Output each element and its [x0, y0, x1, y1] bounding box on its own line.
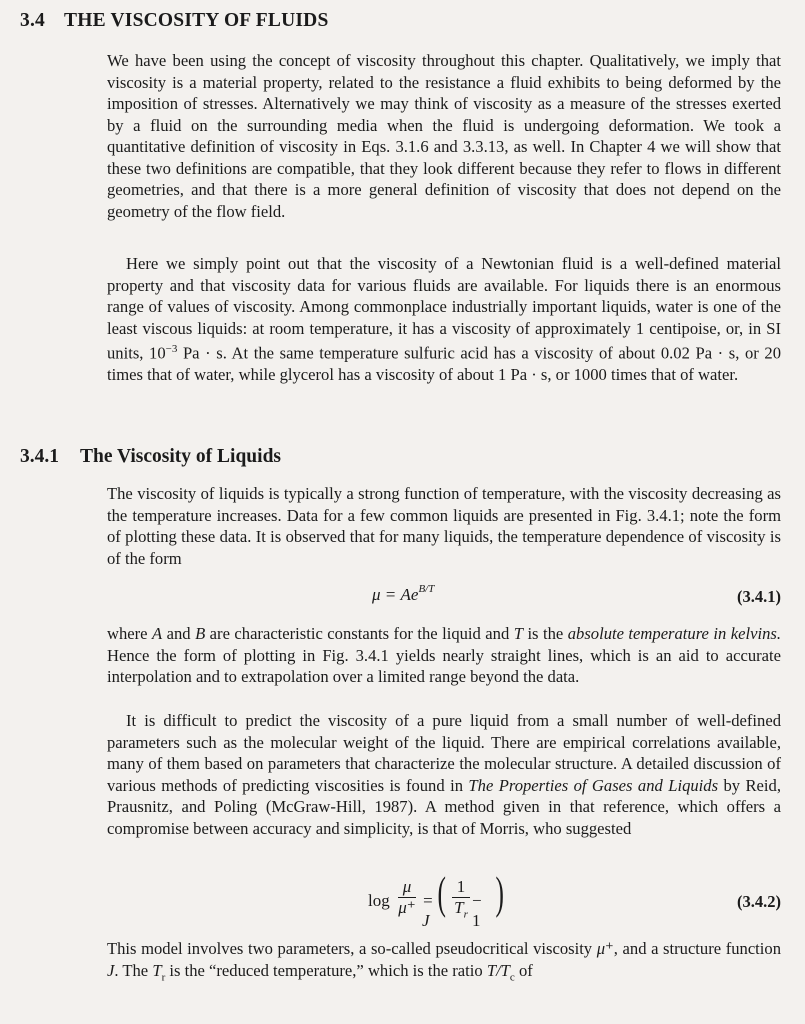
subsection-title: The Viscosity of Liquids: [80, 446, 282, 467]
paragraph-2-text-b: Pa · s. At the same temperature sulfuric acid has a viscosity of about 0.02 Pa · s, or 20 times that of water, while glycerol has a viscosity of about 1 Pa · s, or 1000 times that of water.: [107, 343, 782, 385]
p5-a: It is difficult to predict the viscosity of a pure liquid from a small number of well-defined parameters such as the molecular weight of the liquid. There are empirical correlations available, many of them based on parameters that characterize the molecular structure. A detailed discussion of various methods of predicting viscosities is found in: [107, 711, 781, 795]
log-text: log: [368, 891, 390, 910]
paragraph-4: [107, 623, 781, 688]
p4-b: and: [162, 624, 196, 643]
p4-A: A: [152, 624, 163, 643]
equation-1-exponent: B/T: [418, 583, 435, 595]
p4-d: is the: [522, 624, 568, 643]
equation-number-2: (3.4.2): [737, 892, 781, 911]
equation-3-4-1: [372, 583, 434, 605]
p4-e: absolute temperature in kelvins.: [567, 624, 781, 643]
fraction-mu: [398, 878, 416, 917]
p6-ratio: T/T: [486, 960, 510, 980]
right-paren: ): [495, 867, 504, 918]
numerator-1: μ: [402, 877, 412, 896]
equation-1-body: μ = Ae: [372, 585, 419, 604]
p6-Tr-sub: r: [161, 970, 166, 983]
paragraph-3: [107, 483, 781, 569]
section-title: THE VISCOSITY OF FLUIDS: [64, 10, 329, 31]
paragraph-3-text: The viscosity of liquids is typically a strong function of temperature, with the viscosity decreasing as the temperature increases. Data for a few common liquids are presented in Fig. 3.4.1; note the form of plotting these data. It is observed that for many liquids, the temperature dependence of viscosity is of the form: [107, 484, 781, 568]
minus-one: − 1: [472, 891, 482, 930]
paragraph-2-text-a: Here we simply point out that the viscosity of a Newtonian fluid is a well-defined material property and that viscosity data for various fluids are available. For liquids there is an enormous range of values of viscosity. Among commonplace industrially important liquids, water is one of the least viscous liquids: at room temperature, it has a viscosity of approximately 1 centipoise, or, in SI units, 10: [107, 254, 781, 363]
paragraph-6: [107, 938, 781, 988]
denominator-1: μ⁺: [398, 898, 416, 917]
section-number: 3.4: [20, 10, 45, 31]
paragraph-1: [107, 50, 781, 222]
p6-d: is the “reduced temperature,” which is the ratio: [165, 960, 487, 980]
paragraph-2: [107, 253, 781, 386]
denominator-2-base: T: [454, 898, 464, 917]
subsection-heading: [20, 446, 281, 468]
p4-c: are characteristic constants for the liquid and: [205, 624, 514, 643]
p4-a: where: [107, 624, 153, 643]
denominator-2: [452, 899, 470, 923]
paragraph-5: [107, 710, 781, 839]
paragraph-1-text: We have been using the concept of viscosity throughout this chapter. Qualitatively, we imply that viscosity is a material property, related to the resistance a fluid exhibits to being deformed by the imposition of stresses. Alternatively we may think of viscosity as a measure of the stresses exerted by a fluid on the surrounding media when the fluid is undergoing deformation. We took a quantitative definition of viscosity in Eqs. 3.1.6 and 3.3.13, as well. In Chapter 4 we will show that these two definitions are compatible, that they look different because they refer to flows in different geometries, and that there is a more general definition of viscosity that does not depend on the geometry of the flow field.: [107, 51, 781, 221]
book-title: The Properties of Gases and Liquids: [468, 775, 719, 795]
p6-mu: μ⁺: [596, 939, 614, 958]
p4-B: B: [195, 624, 206, 643]
p4-T: T: [513, 624, 523, 643]
equals-J: = J: [422, 891, 434, 930]
equation-number-1: (3.4.1): [737, 587, 781, 606]
denominator-2-sub: r: [463, 908, 468, 921]
p6-Tr: T: [152, 960, 162, 980]
p6-e: of: [514, 960, 533, 980]
p6-ratio-sub: c: [509, 970, 515, 983]
p4-f: Hence the form of plotting in Fig. 3.4.1 yields nearly straight lines, which is an aid to accurate interpolation and to extrapolation over a limited range beyond the data.: [107, 645, 781, 686]
section-heading: [20, 10, 329, 32]
p6-J: J: [107, 960, 115, 980]
left-paren: (: [437, 867, 446, 918]
p6-b: , and a structure function: [613, 939, 781, 958]
numerator-2: 1: [456, 877, 466, 896]
fraction-reciprocal: [452, 878, 470, 923]
p6-c: . The: [114, 960, 153, 980]
p5-b: by Reid, Prausnitz, and Poling (McGraw-Hill, 1987). A method given in that reference, which offers a compromise between accuracy and simplicity, is that of Morris, who suggested: [107, 775, 781, 838]
p6-a: This model involves two parameters, a so-called pseudocritical viscosity: [107, 939, 597, 958]
exponent: −3: [165, 343, 178, 355]
subsection-number: 3.4.1: [20, 446, 59, 467]
